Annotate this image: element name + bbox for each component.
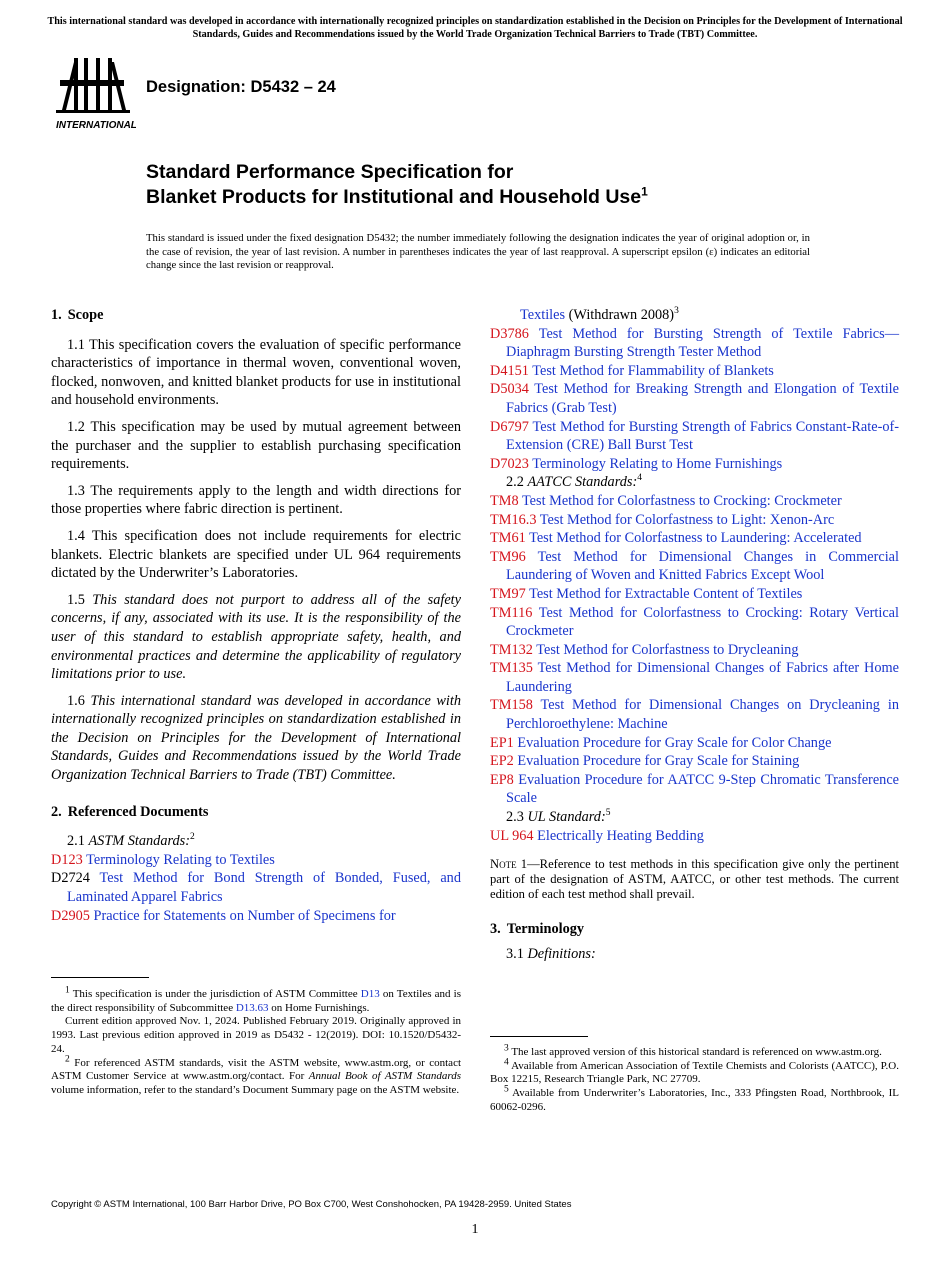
ref-item-tm158[interactable]: TM158 Test Method for Dimensional Changes on Drycleaning in Perchloroethylene: Machine [490, 697, 899, 733]
ref-item-tm97[interactable]: TM97 Test Method for Extractable Content of Textiles [490, 585, 803, 602]
ref-item-d2724[interactable]: D2724 Test Method for Bond Strength of Bonded, Fused, and Laminated Apparel Fabrics [51, 870, 461, 906]
footnote-rule-right [490, 1036, 588, 1037]
footnote-3: $^3$ The last approved version of this historical standard is referenced on www.astm.org. [504, 1043, 882, 1058]
definitions-label: 3.1 Definitions: [506, 945, 596, 962]
ref-item-tm116[interactable]: TM116 Test Method for Colorfastness to Crocking: Rotary Vertical Crockmeter [490, 604, 899, 640]
ref-item-tm16-3[interactable]: TM16.3 Test Method for Colorfastness to Light: Xenon-Arc [490, 511, 835, 528]
page-number: 1 [471, 1222, 479, 1237]
note-1: Note 1—Reference to test methods in this specification give only the pertinent part of the designation of ASTM, AATCC, or other test methods. The current edition of each test method shall prevail. [490, 857, 899, 902]
svg-text:INTERNATIONAL: INTERNATIONAL [56, 120, 136, 131]
footnote-rule-left [51, 977, 149, 978]
ref-item-ep1[interactable]: EP1 Evaluation Procedure for Gray Scale for Color Change [490, 734, 832, 751]
designation: Designation: D5432 – 24 [146, 78, 336, 96]
ref-item-d7023[interactable]: D7023 Terminology Relating to Home Furnishings [490, 455, 783, 472]
title-footnote-marker: 1 [641, 184, 648, 198]
ref-item-d3786[interactable]: D3786 Test Method for Bursting Strength of Textile Fabrics—Diaphragm Bursting Strength Tester Method [490, 325, 899, 361]
ref-item-ep2[interactable]: EP2 Evaluation Procedure for Gray Scale for Staining [490, 753, 800, 770]
link-d13[interactable]: D13 [360, 988, 380, 1000]
footnote-4: $^4$ Available from American Association of Textile Chemists and Colorists (AATCC), P.O. Box 12215, Research Triangle Park, NC 27709. [490, 1057, 899, 1086]
ref-item-d123[interactable]: D123 Terminology Relating to Textiles [51, 851, 275, 868]
ref-item-tm61[interactable]: TM61 Test Method for Colorfastness to Laundering: Accelerated [490, 530, 862, 547]
scope-1-4: 1.4 This specification does not include requirements for electric blankets. Electric blankets are specified under UL 964 requirements dictated by the Underwriter’s Laboratories. [51, 527, 461, 582]
ref-item-d2905[interactable]: D2905 Practice for Statements on Number of Specimens for [51, 907, 396, 924]
ref-item-ep8[interactable]: EP8 Evaluation Procedure for AATCC 9-Step Chromatic Transference Scale [490, 771, 900, 807]
title-line-1: Standard Performance Specification for [146, 161, 514, 183]
ref-item-d4151[interactable]: D4151 Test Method for Flammability of Blankets [490, 362, 774, 379]
footnote-1: $^1$ This specification is under the jurisdiction of ASTM Committee D13 on Textiles and is the direct responsibility of Subcommittee D13.63 on Home Furnishings. [51, 985, 461, 1014]
scope-1-2: 1.2 This specification may be used by mutual agreement between the purchaser and the supplier to establish purchasing specification requirements. [51, 418, 461, 473]
section-scope-heading: 1. Scope [51, 307, 104, 323]
scope-1-6: 1.6 This international standard was developed in accordance with internationally recognized principles on standardization established in the Decision on Principles for the Development of International Standards, Guides and Recommendations issued by the World Trade Organization Technical Barriers to Trade (TBT) Committee. [51, 692, 462, 784]
footnote-5: $^5$ Available from Underwriter’s Laboratories, Inc., 333 Pfingsten Road, Northbrook, IL 60062-0296. [490, 1084, 899, 1113]
aatcc-standards-label: 2.2 AATCC Standards:$^4$ [506, 473, 642, 491]
link-d13-63[interactable]: D13.63 [235, 1001, 269, 1014]
ref-item-tm135[interactable]: TM135 Test Method for Dimensional Changes of Fabrics after Home Laundering [490, 660, 899, 695]
scope-1-3: 1.3 The requirements apply to the length and width directions for those properties where fabric direction is pertinent. [51, 482, 461, 518]
ref-item-tm132[interactable]: TM132 Test Method for Colorfastness to Drycleaning [490, 641, 799, 658]
astm-logo [52, 56, 136, 132]
ref-item-d2905-cont[interactable]: Textiles (Withdrawn 2008)$^3$ [520, 306, 679, 323]
ref-item-d6797[interactable]: D6797 Test Method for Bursting Strength of Fabrics Constant-Rate-of-Extension (CRE) Ball Burst Test [490, 418, 899, 454]
ref-item-tm96[interactable]: TM96 Test Method for Dimensional Changes in Commercial Laundering of Woven and Knitted Fabrics Except Wool [490, 548, 899, 584]
fixed-designation-text: This standard is issued under the fixed designation D5432; the number immediately following the designation indicates the year of original adoption or, in the case of revision, the year of last revision. A number in parentheses indicates the year of last reapproval. A superscript epsilon (ε) indicates an editorial change since the last revision or reapproval. [146, 232, 810, 272]
scope-1-5: 1.5 This standard does not purport to address all of the safety concerns, if any, associated with its use. It is the responsibility of the user of this standard to establish appropriate safety, health, and environmental practices and determine the applicability of regulatory limitations prior to use. [51, 591, 461, 683]
right-column [490, 306, 899, 963]
copyright-line: Copyright © ASTM International, 100 Barr Harbor Drive, PO Box C700, West Conshohocken, PA 19428-2959. United States [51, 1199, 572, 1210]
ref-item-ul964[interactable]: UL 964 Electrically Heating Bedding [490, 827, 704, 844]
title-line-2: Blanket Products for Institutional and Household Use$^1$ [146, 184, 648, 208]
ref-item-tm8[interactable]: TM8 Test Method for Colorfastness to Crocking: Crockmeter [490, 492, 842, 509]
footnotes-left [51, 985, 462, 1098]
footnotes-right [490, 1043, 899, 1115]
section-refdocs-heading: 2. Referenced Documents [51, 803, 209, 820]
document-title [146, 160, 648, 209]
top-notice: This international standard was developed in accordance with internationally recognized principles on standardization established in the Decision on Principles for the Development of International Standards, Guides and Recommendations issued by the World Trade Organization Technical Barriers to Trade (TBT) Committee. [47, 16, 903, 40]
astm-standards-label: 2.1 ASTM Standards:$^2$ [67, 832, 195, 850]
left-column [51, 306, 461, 925]
ul-standard-label: 2.3 UL Standard:$^5$ [506, 808, 611, 826]
section-terminology-heading: 3. Terminology [490, 921, 585, 938]
scope-1-1: 1.1 This specification covers the evaluation of specific performance characteristics of importance in thermal woven, conventional woven, flocked, nonwoven, and knitted blanket products for use in institutional and household environments. [51, 336, 461, 409]
ref-item-d5034[interactable]: D5034 Test Method for Breaking Strength and Elongation of Textile Fabrics (Grab Test) [490, 381, 899, 416]
footnote-2: $^2$ For referenced ASTM standards, visit the ASTM website, www.astm.org, or contact ASTM Customer Service at www.astm.org/contact. For Annual Book of ASTM Standards volume information, refer to the standard’s Document Summary page on the ASTM website. [51, 1053, 462, 1096]
footnote-edition: Current edition approved Nov. 1, 2024. Published February 2019. Originally approved in 1993. Last previous edition approved in 2019 as D5432 - 12(2019). DOI: 10.1520/D5432-24. [51, 1015, 461, 1055]
